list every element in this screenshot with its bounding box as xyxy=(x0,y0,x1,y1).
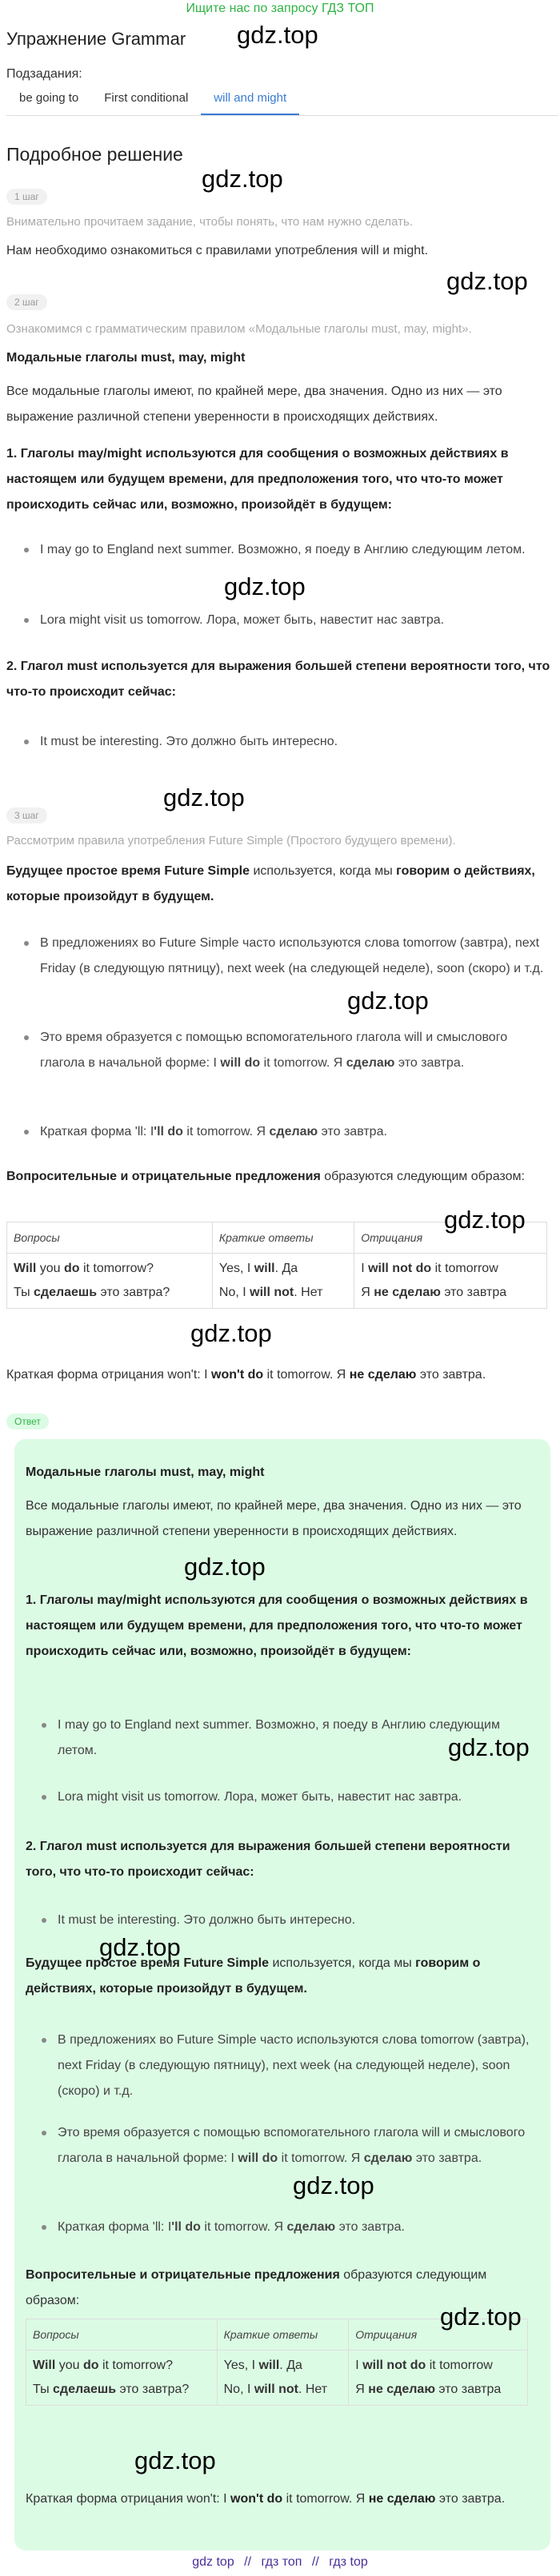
footer-links xyxy=(0,2555,560,2570)
footer-link[interactable]: гдз топ xyxy=(261,2555,302,2569)
example-item: I may go to England next summer. Возможно, я поеду в Англию следующим летом. xyxy=(58,1713,538,1764)
watermark: gdz.top xyxy=(190,1319,272,1347)
example-item: I may go to England next summer. Возможно, я поеду в Англию следующим летом. xyxy=(40,537,544,563)
step-text: Нам необходимо ознакомиться с правилами употребления will и might. xyxy=(6,244,429,257)
rule-point: 2. Глагол must используется для выражения большей степени вероятности того, что что-то происходит сейчас: xyxy=(6,660,550,699)
watermark: gdz.top xyxy=(446,267,528,295)
table-cell: Will you do it tomorrow? Ты сделаешь это завтра? xyxy=(26,2351,218,2406)
future-simple-item: Краткая форма 'll: I'll do it tomorrow. Я сделаю это завтра. xyxy=(58,2215,538,2240)
example-item: Lora might visit us tomorrow. Лора, может быть, навестит нас завтра. xyxy=(58,1784,538,1810)
question-negation-lead: Вопросительные и отрицательные предложения образуются следующим образом: xyxy=(26,2268,487,2307)
question-negation-lead: Вопросительные и отрицательные предложения образуются следующим образом: xyxy=(6,1170,525,1183)
step-badge: 2 шаг xyxy=(6,294,47,310)
watermark: gdz.top xyxy=(224,572,306,600)
table-cell: Yes, I will. Да No, I will not. Нет xyxy=(212,1254,354,1309)
top-search-link[interactable]: Ищите нас по запросу ГДЗ ТОП xyxy=(186,2,374,15)
table-cell: I will not do it tomorrow Я не сделаю это завтра xyxy=(354,1254,547,1309)
watermark: gdz.top xyxy=(440,2303,522,2331)
rule-paragraph: Все модальные глаголы имеют, по крайней мере, два значения. Одно из них — это выражение различной степени уверенности в происходящих действиях. xyxy=(26,1499,522,1538)
watermark: gdz.top xyxy=(99,1933,181,1961)
table-cell: I will not do it tomorrow Я не сделаю это завтра xyxy=(349,2351,528,2406)
footer-link[interactable]: гдз top xyxy=(329,2555,368,2569)
watermark: gdz.top xyxy=(163,784,245,811)
future-simple-item: В предложениях во Future Simple часто используются слова tomorrow (завтра), next Friday (в следующую пятницу), next week (на следующей неделе), soon (скоро) и т.д. xyxy=(58,2028,538,2104)
step-intro: Внимательно прочитаем задание, чтобы понять, что нам нужно сделать. xyxy=(6,215,414,229)
forms-table xyxy=(6,1222,547,1309)
example-item: Lora might visit us tomorrow. Лора, может быть, навестит нас завтра. xyxy=(40,608,544,633)
table-header: Отрицания xyxy=(354,1222,547,1254)
table-header: Отрицания xyxy=(349,2319,528,2351)
future-simple-item: В предложениях во Future Simple часто используются слова tomorrow (завтра), next Friday (в следующую пятницу), next week (на следующей неделе), soon (скоро) и т.д. xyxy=(40,931,544,982)
footer-separator: // xyxy=(244,2555,252,2569)
watermark: gdz.top xyxy=(134,2446,216,2474)
answer-badge: Ответ xyxy=(6,1414,49,1430)
table-cell: Yes, I will. Да No, I will not. Нет xyxy=(217,2351,349,2406)
future-simple-item: Это время образуется с помощью вспомогательного глагола will и смыслового глагола в начальной форме: I will do it tomorrow. Я сделаю это завтра. xyxy=(40,1025,544,1076)
table-header: Вопросы xyxy=(7,1222,213,1254)
step-intro: Ознакомимся с грамматическим правилом «Модальные глаголы must, may, might». xyxy=(6,322,472,336)
step-badge: 3 шаг xyxy=(6,807,47,823)
example-item: It must be interesting. Это должно быть интересно. xyxy=(58,1908,538,1933)
solution-title: Подробное решение xyxy=(6,144,183,165)
subtasks-label: Подзадания: xyxy=(6,67,82,81)
watermark: gdz.top xyxy=(347,987,429,1015)
tab-be-going-to[interactable]: be going to xyxy=(19,91,79,105)
rule-point: 2. Глагол must используется для выражения большей степени вероятности того, что что-то происходит сейчас: xyxy=(26,1840,510,1879)
footer-separator: // xyxy=(311,2555,319,2569)
footer-link[interactable]: gdz top xyxy=(192,2555,234,2569)
future-simple-item: Это время образуется с помощью вспомогательного глагола will и смыслового глагола в начальной форме: I will do it tomorrow. Я сделаю это завтра. xyxy=(58,2120,538,2171)
forms-table xyxy=(26,2319,528,2406)
rule-heading: Модальные глаголы must, may, might xyxy=(6,351,246,365)
watermark: gdz.top xyxy=(444,1206,526,1234)
watermark: gdz.top xyxy=(202,165,283,193)
table-header: Вопросы xyxy=(26,2319,218,2351)
table-cell: Will you do it tomorrow? Ты сделаешь это завтра? xyxy=(7,1254,213,1309)
negation-short-form: Краткая форма отрицания won't: I won't do it tomorrow. Я не сделаю это завтра. xyxy=(26,2492,506,2506)
future-simple-lead: Будущее простое время Future Simple используется, когда мы говорим о действиях, которые произойдут в будущем. xyxy=(26,1956,481,1996)
future-simple-lead: Будущее простое время Future Simple используется, когда мы говорим о действиях, которые произойдут в будущем. xyxy=(6,864,535,903)
step-intro: Рассмотрим правила употребления Future Simple (Простого будущего времени). xyxy=(6,834,456,847)
tab-first-conditional[interactable]: First conditional xyxy=(104,91,189,105)
watermark: gdz.top xyxy=(237,21,318,49)
step-badge: 1 шаг xyxy=(6,189,47,205)
tab-will-and-might[interactable]: will and might xyxy=(201,86,299,115)
negation-short-form: Краткая форма отрицания won't: I won't do it tomorrow. Я не сделаю это завтра. xyxy=(6,1368,486,1382)
future-simple-item: Краткая форма 'll: I'll do it tomorrow. Я сделаю это завтра. xyxy=(40,1119,544,1145)
example-item: It must be interesting. Это должно быть интересно. xyxy=(40,729,544,755)
watermark: gdz.top xyxy=(184,1553,266,1581)
table-header: Краткие ответы xyxy=(212,1222,354,1254)
watermark: gdz.top xyxy=(293,2171,374,2199)
rule-point: 1. Глаголы may/might используются для сообщения о возможных действиях в настоящем или будущем времени, для предположения того, что что-то может происходить сейчас или, возможно, произойдёт в будущем: xyxy=(6,447,509,512)
rule-point: 1. Глаголы may/might используются для сообщения о возможных действиях в настоящем или будущем времени, для предположения того, что что-то может происходить сейчас или, возможно, произойдёт в будущем: xyxy=(26,1593,528,1658)
exercise-title: Упражнение Grammar xyxy=(6,29,186,49)
table-header: Краткие ответы xyxy=(217,2319,349,2351)
rule-heading: Модальные глаголы must, may, might xyxy=(26,1465,265,1479)
watermark: gdz.top xyxy=(448,1733,530,1761)
rule-paragraph: Все модальные глаголы имеют, по крайней мере, два значения. Одно из них — это выражение различной степени уверенности в происходящих действиях. xyxy=(6,385,502,424)
subtask-tabs xyxy=(6,86,558,116)
